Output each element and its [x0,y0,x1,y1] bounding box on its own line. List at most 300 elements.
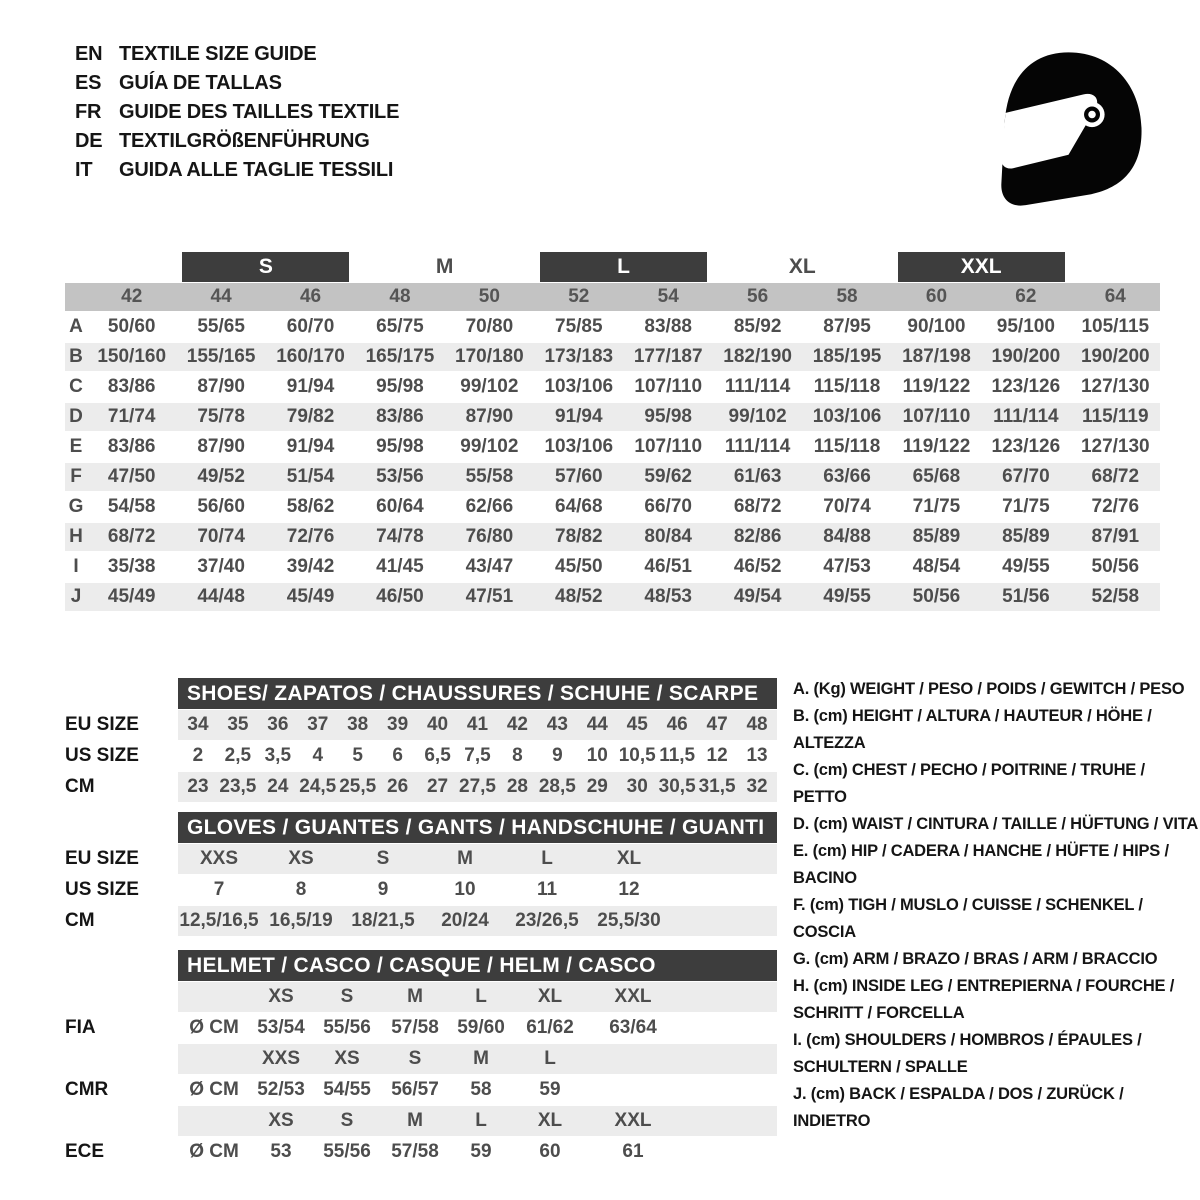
helmet-value-row [65,1013,777,1043]
helmet-size-row [65,1106,777,1136]
main-cell: 95/98 [376,436,424,457]
main-cell: 103/106 [544,376,614,397]
gloves-cm-label: CM [65,910,95,931]
main-cell: 64/68 [555,496,603,517]
main-cell: 49/52 [197,466,245,487]
main-cell: 47/51 [465,586,514,607]
language-code: FR [75,101,102,123]
main-cell: 87/90 [197,376,245,397]
helmet-value: 61 [622,1141,644,1162]
helmet-size-row-spacer [65,1106,178,1136]
helmet-value-band [178,1137,777,1167]
helmet-value-row [65,1137,777,1167]
diameter-unit-label: Ø CM [189,1079,239,1100]
legend-item: D. (cm) WAIST / CINTURA / TAILLE / HÜFTUNG / VITA [793,815,1199,833]
shoe-cm-size: 29 [586,776,608,797]
helmet-value: 57/58 [391,1141,439,1162]
helmet-value: 60 [539,1141,561,1162]
gloves-cm-band [178,906,777,936]
shoe-cm-size: 24 [267,776,289,797]
shoe-us-size: 2 [192,745,204,766]
main-cell: 85/89 [912,526,961,547]
shoes-eu-label: EU SIZE [65,714,139,735]
gloves-eu-label: EU SIZE [65,848,139,869]
main-cell: 61/63 [733,466,782,487]
shoes-section [65,678,777,802]
legend-item: F. (cm) TIGH / MUSLO / CUISSE / SCHENKEL / COSCIA [793,896,1143,941]
legend-item: A. (Kg) WEIGHT / PESO / POIDS / GEWITCH / PESO [793,680,1185,698]
size-group-label: XL [788,255,816,278]
main-cell: 111/114 [724,376,791,397]
main-column-header: 44 [210,286,232,307]
language-row [75,127,399,156]
language-label: GUÍA DE TALLAS [119,72,282,94]
main-table-row [65,433,1160,461]
size-group-label: S [182,252,349,282]
language-label: GUIDE DES TAILLES TEXTILE [119,101,400,123]
glove-eu-size: XXS [199,848,239,869]
helmet-size-header: S [408,1048,422,1069]
helmet-value-band [178,1013,777,1043]
language-row [75,69,399,98]
gloves-eu-band [178,844,777,874]
helmet-size-header: XS [268,986,294,1007]
helmet-value-band [178,1075,777,1105]
glove-eu-size: M [457,848,473,869]
language-row [75,40,399,69]
glove-cm-size: 18/21,5 [351,910,415,931]
main-cell: 83/88 [644,316,692,337]
helmet-size-band [178,1044,777,1074]
helmet-standard-label: ECE [65,1141,105,1162]
main-cell: 71/75 [912,496,961,517]
glove-us-size: 8 [295,879,307,900]
shoe-us-size: 5 [352,745,363,766]
shoes-eu-row [65,710,777,740]
shoe-us-size: 10 [586,745,608,766]
glove-cm-size: 12,5/16,5 [179,910,259,931]
helmet-value: 63/64 [609,1017,657,1038]
gloves-us-band [178,875,777,905]
glove-eu-size: L [541,848,553,869]
main-cell: 190/200 [991,346,1061,367]
main-cell: 48/53 [644,586,692,607]
shoe-eu-size: 36 [267,714,289,735]
shoe-eu-size: 37 [307,714,329,735]
helmet-size-row [65,982,777,1012]
main-cell: 70/80 [465,316,514,337]
main-cell: 87/95 [823,316,871,337]
shoes-us-row [65,741,777,771]
unit-spacer [178,1106,250,1136]
gloves-eu-row [65,844,777,874]
main-cell: 90/100 [907,316,966,337]
language-code: ES [75,72,102,94]
language-row [75,98,399,127]
main-column-header: 58 [836,286,858,307]
main-cell: 51/54 [286,466,335,487]
helmet-value: 52/53 [257,1079,305,1100]
shoe-eu-size: 38 [347,714,369,735]
main-cell: 91/94 [286,376,335,397]
language-code: DE [75,130,103,152]
helmet-rows [65,982,777,1167]
glove-cm-size: 16,5/19 [269,910,333,931]
shoe-eu-size: 48 [746,714,768,735]
main-row-label: H [69,526,83,547]
helmet-size-header: M [407,986,423,1007]
shoe-cm-size: 23,5 [219,776,257,797]
main-cell: 76/80 [465,526,514,547]
helmet-value: 56/57 [391,1079,439,1100]
gloves-us-label: US SIZE [65,879,139,900]
main-cell: 103/106 [812,406,882,427]
main-cell: 160/170 [276,346,345,367]
shoe-us-size: 9 [552,745,563,766]
helmet-size-header: XS [334,1048,360,1069]
main-cell: 107/110 [634,436,703,457]
helmet-value: 53/54 [257,1017,305,1038]
shoe-us-size: 11,5 [659,745,696,766]
main-cell: 170/180 [455,346,524,367]
shoes-title: SHOES/ ZAPATOS / CHAUSSURES / SCHUHE / SCARPE [187,681,759,705]
shoe-eu-size: 43 [546,714,568,735]
main-cell: 51/56 [1002,586,1050,607]
shoe-cm-size: 24,5 [299,776,337,797]
main-size-header [65,252,1160,282]
helmet-size-row-spacer [65,982,178,1012]
main-cell: 115/118 [813,376,881,397]
main-cell: 55/65 [197,316,245,337]
language-row [75,156,399,185]
shoe-eu-size: 47 [706,714,728,735]
glove-us-size: 7 [213,879,225,900]
main-cell: 70/74 [197,526,245,547]
gloves-section [65,812,777,936]
gloves-us-row [65,875,777,905]
main-cell: 79/82 [286,406,335,427]
main-cell: 71/75 [1002,496,1050,517]
main-cell: 67/70 [1002,466,1050,487]
helmet-size-row [65,1044,777,1074]
shoe-us-size: 3,5 [264,745,292,766]
shoes-cm-row [65,772,777,802]
shoes-us-band [178,741,777,771]
main-row-label: G [68,496,84,517]
helmet-size-header: XL [537,1110,563,1131]
helmet-title: HELMET / CASCO / CASQUE / HELM / CASCO [187,953,656,977]
language-code: IT [75,159,93,181]
shoe-eu-size: 41 [466,714,489,735]
legend-item: E. (cm) HIP / CADERA / HANCHE / HÜFTE / HIPS / BACINO [793,842,1169,887]
main-cell: 72/76 [1091,496,1140,517]
helmet-value: 55/56 [323,1017,371,1038]
main-cell: 53/56 [376,466,424,487]
main-cell: 91/94 [555,406,603,427]
main-cell: 83/86 [376,406,424,427]
shoe-cm-size: 27 [426,776,449,797]
main-size-table [65,252,1160,611]
main-cell: 87/90 [465,406,514,427]
main-cell: 155/165 [186,346,256,367]
language-label: GUIDA ALLE TAGLIE TESSILI [119,159,394,181]
main-cell: 123/126 [991,376,1061,397]
shoe-cm-size: 32 [746,776,768,797]
language-code: EN [75,43,103,65]
helmet-size-header: L [475,1110,487,1131]
main-cell: 50/60 [107,316,156,337]
legend-item: H. (cm) INSIDE LEG / ENTREPIERNA / FOURCHE / SCHRITT / FORCELLA [793,977,1175,1022]
main-row-label: F [70,466,82,487]
glove-cm-size: 23/26,5 [515,910,579,931]
main-cell: 39/42 [286,556,335,577]
legend-item: G. (cm) ARM / BRAZO / BRAS / ARM / BRACCIO [793,950,1158,968]
glove-us-size: 11 [536,879,558,900]
helmet-value: 57/58 [391,1017,439,1038]
main-cell: 49/55 [823,586,871,607]
main-cell: 115/119 [1081,406,1149,427]
main-cell: 99/102 [728,406,787,427]
main-row-label: E [69,436,83,457]
shoes-us-label: US SIZE [65,745,139,766]
main-cell: 107/110 [634,376,703,397]
main-column-header: 52 [568,286,590,307]
main-cell: 111/114 [724,436,791,457]
main-cell: 127/130 [1080,376,1150,397]
main-cell: 119/122 [902,436,971,457]
helmet-size-header: L [475,986,487,1007]
main-cell: 95/98 [644,406,692,427]
helmet-value: 59 [470,1141,492,1162]
main-cell: 187/198 [902,346,971,367]
glove-eu-size: S [376,848,390,869]
glove-eu-size: XL [616,848,642,869]
shoe-us-size: 6,5 [424,745,451,766]
main-cell: 185/195 [812,346,882,367]
shoe-eu-size: 44 [586,714,608,735]
main-cell: 74/78 [376,526,424,547]
main-cell: 105/115 [1081,316,1150,337]
size-group-label: M [435,255,454,278]
main-row-label: I [73,556,79,577]
diameter-unit-label: Ø CM [189,1141,239,1162]
main-cell: 45/49 [286,586,335,607]
main-cell: 82/86 [733,526,782,547]
main-cell: 68/72 [733,496,782,517]
unit-spacer [178,1044,250,1074]
main-cell: 65/75 [376,316,424,337]
main-cell: 37/40 [197,556,245,577]
main-cell: 47/50 [107,466,156,487]
main-cell: 70/74 [823,496,871,517]
main-cell: 48/52 [555,586,603,607]
shoe-eu-size: 46 [666,714,688,735]
helmet-section [65,950,777,1167]
gloves-title-bar [178,812,777,843]
main-cell: 85/89 [1002,526,1050,547]
language-list [75,40,399,185]
main-cell: 43/47 [465,556,514,577]
main-cell: 60/64 [376,496,424,517]
main-cell: 60/70 [286,316,335,337]
shoe-us-size: 7,5 [464,745,491,766]
main-cell: 35/38 [107,556,156,577]
main-cell: 123/126 [991,436,1061,457]
helmet-value: 55/56 [323,1141,371,1162]
helmet-size-band [178,982,777,1012]
main-cell: 150/160 [97,346,167,367]
main-cell: 52/58 [1091,586,1140,607]
main-column-header: 50 [478,286,500,307]
main-column-header: 64 [1104,286,1126,307]
shoe-cm-size: 28,5 [538,776,576,797]
main-table-row [65,403,1160,431]
main-cell: 111/114 [993,406,1059,427]
main-cell: 190/200 [1080,346,1150,367]
main-cell: 103/106 [544,436,614,457]
main-cell: 54/58 [107,496,156,517]
helmet-size-row-spacer [65,1044,178,1074]
main-row-label: A [69,316,83,337]
helmet-size-header: S [340,986,354,1007]
main-cell: 173/183 [544,346,614,367]
shoe-us-size: 2,5 [224,745,252,766]
shoe-cm-size: 30,5 [658,776,696,797]
main-cell: 46/51 [644,556,692,577]
main-cell: 84/88 [823,526,871,547]
main-cell: 49/55 [1002,556,1050,577]
main-column-header: 46 [299,286,322,307]
main-numbers-row [65,283,1160,311]
legend-item: J. (cm) BACK / ESPALDA / DOS / ZURÜCK / INDIETRO [793,1085,1124,1130]
shoe-us-size: 4 [312,745,324,766]
shoes-cm-band [178,772,777,802]
shoe-cm-size: 25,5 [339,776,377,797]
main-table-row [65,553,1160,581]
main-cell: 91/94 [286,436,335,457]
helmet-value: 59 [539,1079,561,1100]
shoes-title-bar [178,678,777,709]
main-column-header: 48 [389,286,411,307]
shoe-us-size: 8 [512,745,523,766]
shoe-eu-size: 35 [227,714,249,735]
shoe-us-size: 12 [706,745,728,766]
helmet-size-band [178,1106,777,1136]
main-cell: 56/60 [197,496,245,517]
main-cell: 45/50 [555,556,603,577]
size-group-label: L [540,252,707,282]
main-cell: 46/52 [733,556,782,577]
main-table-row [65,373,1160,401]
main-cell: 46/50 [376,586,424,607]
main-cell: 83/86 [107,436,156,457]
main-cell: 68/72 [107,526,156,547]
main-table-row [65,463,1160,491]
main-column-header: 60 [925,286,948,307]
main-cell: 59/62 [644,466,692,487]
main-cell: 58/62 [286,496,335,517]
glove-eu-size: XS [288,848,314,869]
helmet-value: 59/60 [457,1017,505,1038]
helmet-standard-label: FIA [65,1017,96,1038]
legend-item: I. (cm) SHOULDERS / HOMBROS / ÉPAULES / SCHULTERN / SPALLE [793,1031,1142,1076]
main-cell: 45/49 [107,586,156,607]
diameter-unit-label: Ø CM [189,1017,239,1038]
main-cell: 165/175 [365,346,435,367]
main-cell: 68/72 [1091,466,1140,487]
main-cell: 63/66 [823,466,871,487]
language-label: TEXTILGRÖßENFÜHRUNG [119,130,370,152]
shoe-cm-size: 23 [187,776,209,797]
shoe-cm-size: 26 [387,776,409,797]
shoe-us-size: 6 [392,745,403,766]
main-cell: 49/54 [733,586,782,607]
language-label: TEXTILE SIZE GUIDE [119,43,317,65]
main-cell: 44/48 [197,586,245,607]
helmet-value-row [65,1075,777,1105]
helmet-standard-label: CMR [65,1079,109,1100]
main-table-row [65,343,1160,371]
main-column-header: 54 [657,286,679,307]
main-cell: 87/90 [197,436,245,457]
main-cell: 85/92 [733,316,782,337]
main-table-row [65,583,1160,611]
glove-us-size: 9 [377,879,389,900]
shoe-us-size: 10,5 [618,745,656,766]
main-cell: 55/58 [465,466,514,487]
main-row-label: J [70,586,82,607]
shoe-us-size: 13 [746,745,768,766]
main-cell: 50/56 [1091,556,1140,577]
shoe-eu-size: 34 [187,714,209,735]
main-cell: 48/54 [912,556,961,577]
main-cell: 71/74 [107,406,156,427]
main-cell: 115/118 [813,436,881,457]
main-cell: 47/53 [823,556,871,577]
shoe-eu-size: 39 [387,714,409,735]
main-row-label: C [69,376,83,397]
main-cell: 41/45 [376,556,424,577]
shoe-cm-size: 28 [506,776,528,797]
helmet-value: 53 [270,1141,292,1162]
main-cell: 99/102 [460,376,519,397]
main-cell: 78/82 [555,526,603,547]
main-cell: 72/76 [286,526,335,547]
main-cell: 182/190 [723,346,792,367]
size-group-label: XXL [898,252,1065,282]
main-cell: 119/122 [902,376,971,397]
gloves-cm-row [65,906,777,936]
helmet-value: 54/55 [323,1079,371,1100]
main-row-label: B [69,346,83,367]
helmet-size-header: XL [537,986,563,1007]
main-cell: 75/78 [197,406,245,427]
main-cell: 62/66 [465,496,514,517]
glove-cm-size: 20/24 [441,910,489,931]
main-table-rows [65,313,1160,611]
main-table-row [65,493,1160,521]
main-cell: 127/130 [1080,436,1150,457]
main-cell: 87/91 [1091,526,1140,547]
main-cell: 80/84 [644,526,692,547]
shoe-cm-size: 30 [626,776,648,797]
main-row-label: D [69,406,83,427]
main-cell: 65/68 [912,466,961,487]
helmet-value: 58 [470,1079,492,1100]
main-cell: 66/70 [644,496,692,517]
racing-helmet-icon [982,44,1150,211]
helmet-size-header: XXL [614,1110,652,1131]
